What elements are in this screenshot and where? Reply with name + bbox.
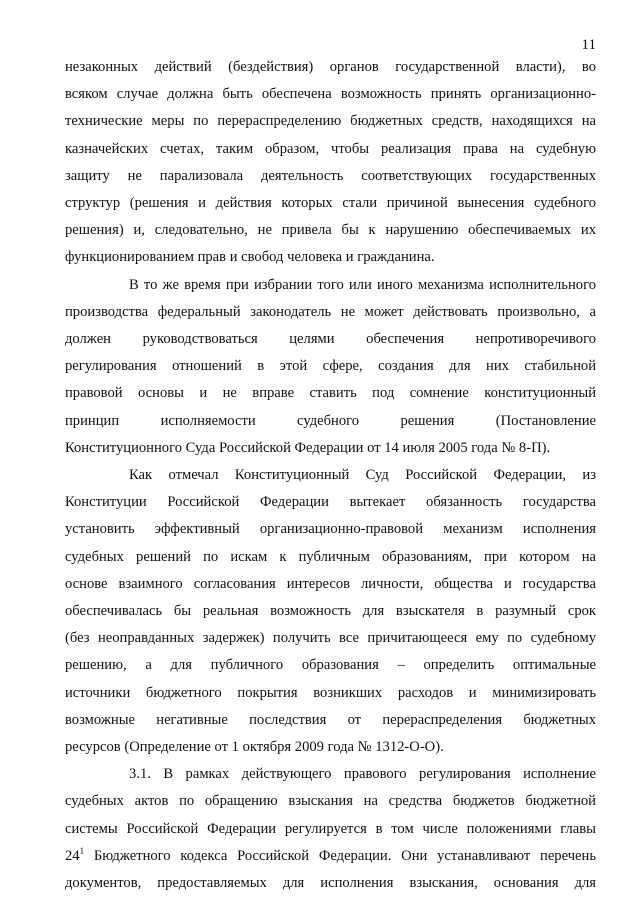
text-line: принцип исполняемости судебного решения (Постановление: [65, 412, 596, 429]
text-line: решения) и, следовательно, не привела бы к нарушению обеспечиваемых их: [65, 222, 596, 239]
text-line: основе взаимного согласования интересов личности, общества и государства: [65, 575, 596, 592]
text-line-chapter-reference: [65, 843, 596, 870]
text-line: производства федеральный законодатель не может действовать произвольно, а: [65, 303, 596, 320]
paragraph-2: [65, 272, 596, 462]
text-line: структур (решения и действия которых стали причиной вынесения судебного: [65, 195, 596, 212]
text-line: установить эффективный организационно-правовой механизм исполнения: [65, 521, 596, 538]
text-line: Конституции Российской Федерации вытекает обязанность государства: [65, 494, 596, 511]
text-line: обеспечивалась бы реальная возможность для взыскателя в разумный срок: [65, 603, 596, 620]
paragraph-3: [65, 462, 596, 761]
paragraph-1: [65, 54, 596, 272]
text-line: казначейских счетах, таким образом, чтобы реализация права на судебную: [65, 140, 596, 157]
text-line: документов, предоставляемых для исполнения взыскания, основания для: [65, 875, 596, 892]
text-line: технические меры по перераспределению бюджетных средств, находящихся на: [65, 113, 596, 130]
text-line: системы Российской Федерации регулируется в том числе положениями главы: [65, 820, 596, 837]
text-line: незаконных действий (бездействия) органов государственной власти), во: [65, 59, 596, 75]
text-line: возможные негативные последствия от перераспределения бюджетных: [65, 711, 596, 728]
text-line: 3.1. В рамках действующего правового регулирования исполнение: [129, 766, 596, 783]
text-line: регулирования отношений в этой сфере, создания для них стабильной: [65, 358, 596, 375]
page-number: 11: [581, 37, 596, 53]
text-line: ресурсов (Определение от 1 октября 2009 года № 1312-О-О).: [65, 739, 444, 756]
text-line: Как отмечал Конституционный Суд Российской Федерации, из: [129, 467, 596, 484]
text-line: судебных актов по обращению взыскания на средства бюджетов бюджетной: [65, 793, 596, 810]
text-line: источники бюджетного покрытия возникших расходов и минимизировать: [65, 684, 596, 701]
text-line: всяком случае должна быть обеспечена возможность принять организационно-: [65, 86, 596, 103]
text-line: должен руководствоваться целями обеспечения непротиворечивого: [65, 331, 596, 348]
text-line: В то же время при избрании того или иного механизма исполнительного: [129, 276, 596, 293]
text-line: Конституционного Суда Российской Федерации от 14 июля 2005 года № 8-П).: [65, 439, 551, 456]
text-line: судебных решений по искам к публичным образованиям, при котором на: [65, 548, 596, 565]
text-line: правовой основы и не вправе ставить под сомнение конституционный: [65, 385, 596, 402]
paragraph-4: [65, 761, 596, 897]
text-line: функционированием прав и свобод человека и гражданина.: [65, 249, 435, 266]
text-line: решению, а для публичного образования – определить оптимальные: [65, 657, 596, 674]
chapter-number: 24: [65, 847, 80, 864]
text-line: (без неоправданных задержек) получить все причитающееся ему по судебному: [65, 630, 596, 647]
chapter-superscript: 1: [79, 846, 85, 857]
document-body: [65, 54, 596, 897]
chapter-line-text: Бюджетного кодекса Российской Федерации. Они устанавливают перечень: [84, 847, 596, 864]
text-line: защиту не парализовала деятельность соответствующих государственных: [65, 167, 596, 184]
